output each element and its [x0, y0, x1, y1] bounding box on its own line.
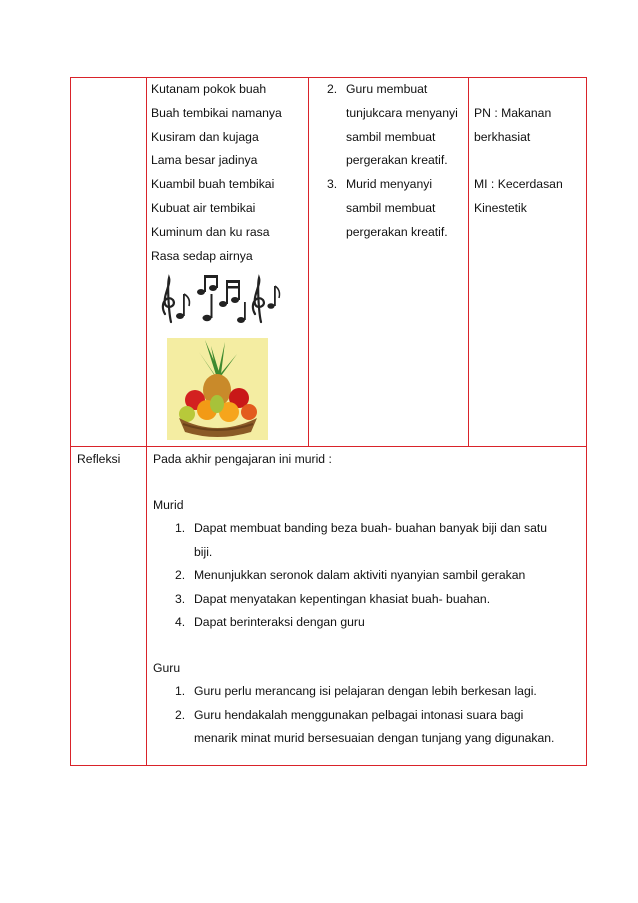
step-line: Guru membuat — [346, 82, 428, 96]
refleksi-label-cell — [71, 447, 147, 766]
music-notes-icon — [157, 274, 282, 326]
song-lyrics-cell — [147, 78, 309, 447]
lyric-line: Kutanam pokok buah — [151, 82, 267, 96]
item-line: biji. — [194, 544, 213, 559]
refleksi-intro: Pada akhir pengajaran ini murid : — [153, 452, 332, 467]
step-line: sambil membuat — [346, 200, 436, 215]
step-line: tunjukcara menyanyi — [346, 105, 458, 120]
empty-label-cell — [71, 78, 147, 447]
list-item — [175, 708, 578, 755]
step-number: 2. — [327, 82, 338, 96]
notes-cell — [469, 78, 587, 447]
lyric-line: Kuambil buah tembikai — [151, 177, 275, 192]
list-item — [175, 521, 578, 568]
step-number: 3. — [327, 177, 338, 192]
mi-label: MI : Kecerdasan — [474, 177, 563, 192]
lyric-line: Kuminum dan ku rasa — [151, 224, 270, 239]
spacer — [474, 154, 582, 178]
pn-value: berkhasiat — [474, 129, 531, 144]
step-line: Murid menyanyi — [346, 177, 433, 192]
steps-cell — [309, 78, 469, 447]
item-line: menarik minat murid bersesuaian dengan tunjang yang digunakan. — [194, 731, 555, 746]
item-line: Dapat membuat banding beza buah- buahan banyak biji dan satu — [194, 521, 548, 536]
murid-heading: Murid — [153, 497, 184, 512]
item-line: Guru perlu merancang isi pelajaran dengan lebih berkesan lagi. — [194, 684, 537, 699]
step-line: pergerakan kreatif. — [346, 153, 448, 168]
item-line: Guru hendakalah menggunakan pelbagai intonasi suara bagi — [194, 707, 524, 722]
activity-row — [71, 78, 587, 447]
refleksi-content-cell — [147, 447, 587, 766]
pn-label: PN : Makanan — [474, 106, 552, 120]
step-line: sambil membuat — [346, 129, 436, 144]
lyric-line: Kubuat air tembikai — [151, 200, 256, 215]
item-line: Dapat menyatakan kepentingan khasiat buah- buahan. — [194, 591, 491, 606]
lesson-plan-table — [70, 77, 587, 766]
item-number: 1. — [175, 521, 186, 536]
guru-heading: Guru — [153, 660, 181, 675]
refleksi-label: Refleksi — [77, 452, 121, 467]
step-line: pergerakan kreatif. — [346, 224, 448, 239]
step-item — [327, 177, 464, 248]
item-number: 2. — [175, 568, 186, 583]
refleksi-row — [71, 447, 587, 766]
fruit-basket-image — [167, 338, 268, 440]
lyric-line: Buah tembikai namanya — [151, 105, 282, 120]
lyric-line: Rasa sedap airnya — [151, 248, 253, 263]
item-number: 2. — [175, 707, 186, 722]
mi-value: Kinestetik — [474, 201, 527, 216]
item-line: Menunjukkan seronok dalam aktiviti nyanyian sambil gerakan — [194, 568, 526, 583]
list-item — [175, 592, 578, 616]
lyric-line: Kusiram dan kujaga — [151, 129, 259, 144]
item-line: Dapat berinteraksi dengan guru — [194, 615, 365, 630]
item-number: 1. — [175, 684, 186, 699]
list-item — [175, 568, 578, 592]
list-item — [175, 615, 578, 639]
list-item — [175, 684, 578, 708]
item-number: 4. — [175, 615, 186, 630]
item-number: 3. — [175, 591, 186, 606]
step-item — [327, 82, 464, 177]
lyric-line: Lama besar jadinya — [151, 153, 258, 168]
